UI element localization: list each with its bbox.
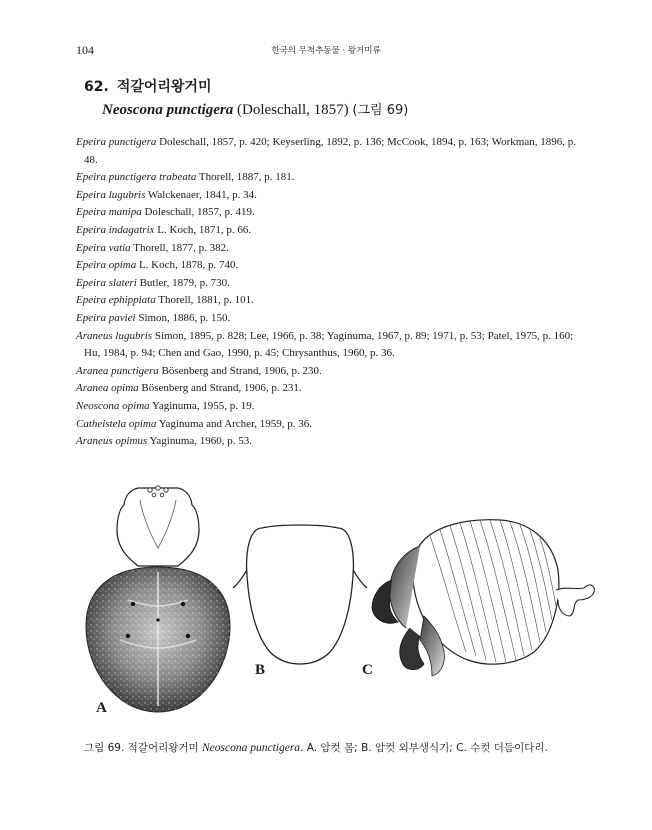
synonym-name: Araneus opimus bbox=[76, 435, 148, 448]
cephalothorax-outline bbox=[117, 486, 199, 566]
synonym-reference: Simon, 1886, p. 150. bbox=[135, 311, 231, 324]
synonym-reference: Yaginuma, 1960, p. 53. bbox=[147, 435, 253, 448]
drawing-epigyne bbox=[233, 525, 367, 664]
figure-label-c: C bbox=[362, 662, 373, 678]
caption-part-b: B. 암컷 외부생식기; bbox=[361, 742, 457, 754]
synonym-name: Aranea punctigera bbox=[76, 364, 159, 377]
authority: (Doleschall, 1857) bbox=[233, 102, 353, 118]
synonym-reference: Thorell, 1881, p. 101. bbox=[155, 294, 254, 307]
synonym-name: Aranea opima bbox=[76, 382, 139, 395]
figure-label-b: B bbox=[255, 662, 266, 678]
synonym-name: Epeira indagatrix bbox=[76, 223, 155, 236]
synonym-reference: Thorell, 1877, p. 382. bbox=[130, 241, 229, 254]
synonym-reference: Butler, 1879, p. 730. bbox=[136, 276, 230, 289]
synonym-reference: Doleschall, 1857, p. 420; Keyserling, 1892, p. 136; McCook, 1894, p. 163; Workman, 1896, p. 48. bbox=[84, 136, 576, 166]
abdomen-shaded bbox=[86, 567, 230, 712]
species-number: 62. bbox=[84, 79, 109, 95]
korean-name: 적갈어리왕거미 bbox=[116, 79, 212, 95]
synonym-name: Epeira ephippiata bbox=[76, 294, 156, 307]
synonym-name: Epeira punctigera trabeata bbox=[76, 171, 197, 184]
synonym-name: Epeira lugubris bbox=[76, 188, 146, 201]
synonym-reference: L. Koch, 1878, p. 740. bbox=[136, 259, 239, 272]
synonym-reference: L. Koch, 1871, p. 66. bbox=[154, 223, 252, 236]
synonym-reference: Thorell, 1887, p. 181. bbox=[196, 171, 295, 184]
synonym-reference: Simon, 1895, p. 828; Lee, 1966, p. 38; Yaginuma, 1967, p. 89; 1971, p. 53; Patel, 1975, p. 160; Hu, 1984, p. 94; Chen and Gao, 1990, p. 45; Chrysanthus, 1960, p. 36. bbox=[84, 329, 574, 360]
synonym-name: Neoscona opima bbox=[76, 399, 150, 412]
caption-prefix: 그림 69. 적갈어리왕거미 bbox=[84, 742, 202, 754]
synonym-reference: Doleschall, 1857, p. 419. bbox=[141, 206, 255, 219]
figure-label-a: A bbox=[96, 700, 107, 716]
synonym-name: Epeira punctigera bbox=[76, 136, 157, 148]
synonym-name: Epeira manipa bbox=[76, 206, 142, 219]
caption-part-c: C. 수컷 더듬이다리. bbox=[456, 742, 548, 754]
caption-part-a: . A. 암컷 몸; bbox=[300, 742, 362, 754]
synonym-reference: Yaginuma, 1955, p. 19. bbox=[149, 399, 255, 412]
synonym-name: Epeira paviei bbox=[76, 311, 136, 324]
caption-species: Neoscona punctigera bbox=[202, 742, 301, 754]
synonym-reference: Yaginuma and Archer, 1959, p. 36. bbox=[156, 417, 313, 430]
figure-caption bbox=[84, 740, 548, 755]
figure-reference: (그림 69) bbox=[352, 103, 409, 118]
synonym-name: Epeira slateri bbox=[76, 276, 137, 289]
drawing-female-body bbox=[86, 486, 230, 712]
synonym-name: Catheistela opima bbox=[76, 417, 157, 430]
drawing-male-palp bbox=[372, 520, 594, 676]
page-number: 104 bbox=[76, 43, 94, 57]
synonym-reference: Bösenberg and Strand, 1906, p. 230. bbox=[158, 364, 322, 377]
synonym-name: Epeira opima bbox=[76, 259, 137, 272]
synonym-reference: Bösenberg and Strand, 1906, p. 231. bbox=[138, 382, 302, 395]
running-title: 한국의 무척추동물 · 왕거미류 bbox=[271, 46, 381, 56]
synonym-reference: Walckenaer, 1841, p. 34. bbox=[145, 188, 257, 201]
synonym-name: Araneus lugubris bbox=[76, 329, 153, 342]
scientific-name: Neoscona punctigera bbox=[102, 102, 234, 118]
synonym-name: Epeira vatia bbox=[76, 241, 131, 254]
